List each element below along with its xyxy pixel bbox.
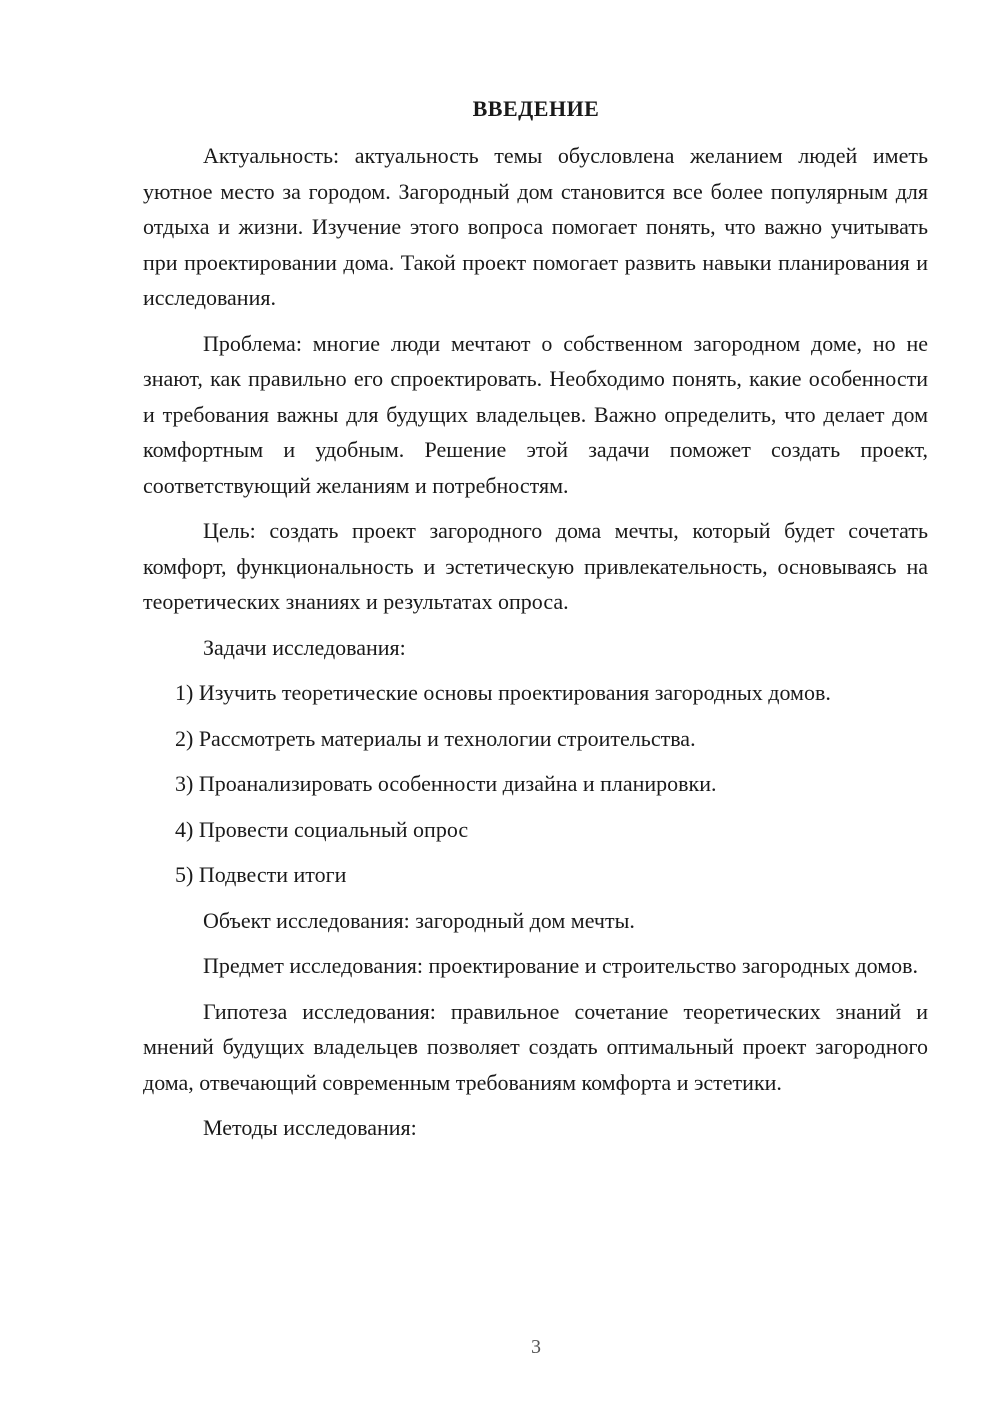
document-body (143, 138, 928, 1146)
task-item: 1) Изучить теоретические основы проектирования загородных домов. (175, 680, 831, 705)
page-title: ВВЕДЕНИЕ (472, 96, 600, 121)
methods-title: Методы исследования: (203, 1115, 417, 1140)
paragraph-goal: Цель: создать проект загородного дома мечты, который будет сочетать комфорт, функциональность и эстетическую привлекательность, основываясь на теоретических знаниях и результатах опроса. (143, 518, 928, 614)
paragraph-problem: Проблема: многие люди мечтают о собственном загородном доме, но не знают, как правильно его спроектировать. Необходимо понять, какие особенности и требования важны для будущих владельцев. Важно определить, что делает дом комфортным и удобным. Решение этой задачи поможет создать проект, соответствующий желаниям и потребностям. (143, 330, 928, 498)
task-item: 3) Проанализировать особенности дизайна и планировки. (175, 771, 717, 796)
task-item: 2) Рассмотреть материалы и технологии строительства. (175, 725, 696, 751)
tasks-title: Задачи исследования: (203, 634, 406, 660)
paragraph-relevance: Актуальность: актуальность темы обусловлена желанием людей иметь уютное место за городом. Загородный дом становится все более популярным для отдыха и жизни. Изучение этого вопроса помогает понять, что важно учитывать при проектировании дома. Такой проект помогает развить навыки планирования и исследования. (143, 143, 928, 310)
paragraph-subject: Предмет исследования: проектирование и строительство загородных домов. (203, 953, 919, 978)
paragraph-hypothesis: Гипотеза исследования: правильное сочетание теоретических знаний и мнений будущих владельцев позволяет создать оптимальный проект загородного дома, отвечающий современным требованиям комфорта и эстетики. (143, 998, 928, 1095)
paragraph-object: Объект исследования: загородный дом мечты. (203, 907, 635, 933)
task-item: 4) Провести социальный опрос (175, 816, 469, 842)
page-number: 3 (531, 1336, 541, 1358)
task-item: 5) Подвести итоги (175, 862, 347, 887)
